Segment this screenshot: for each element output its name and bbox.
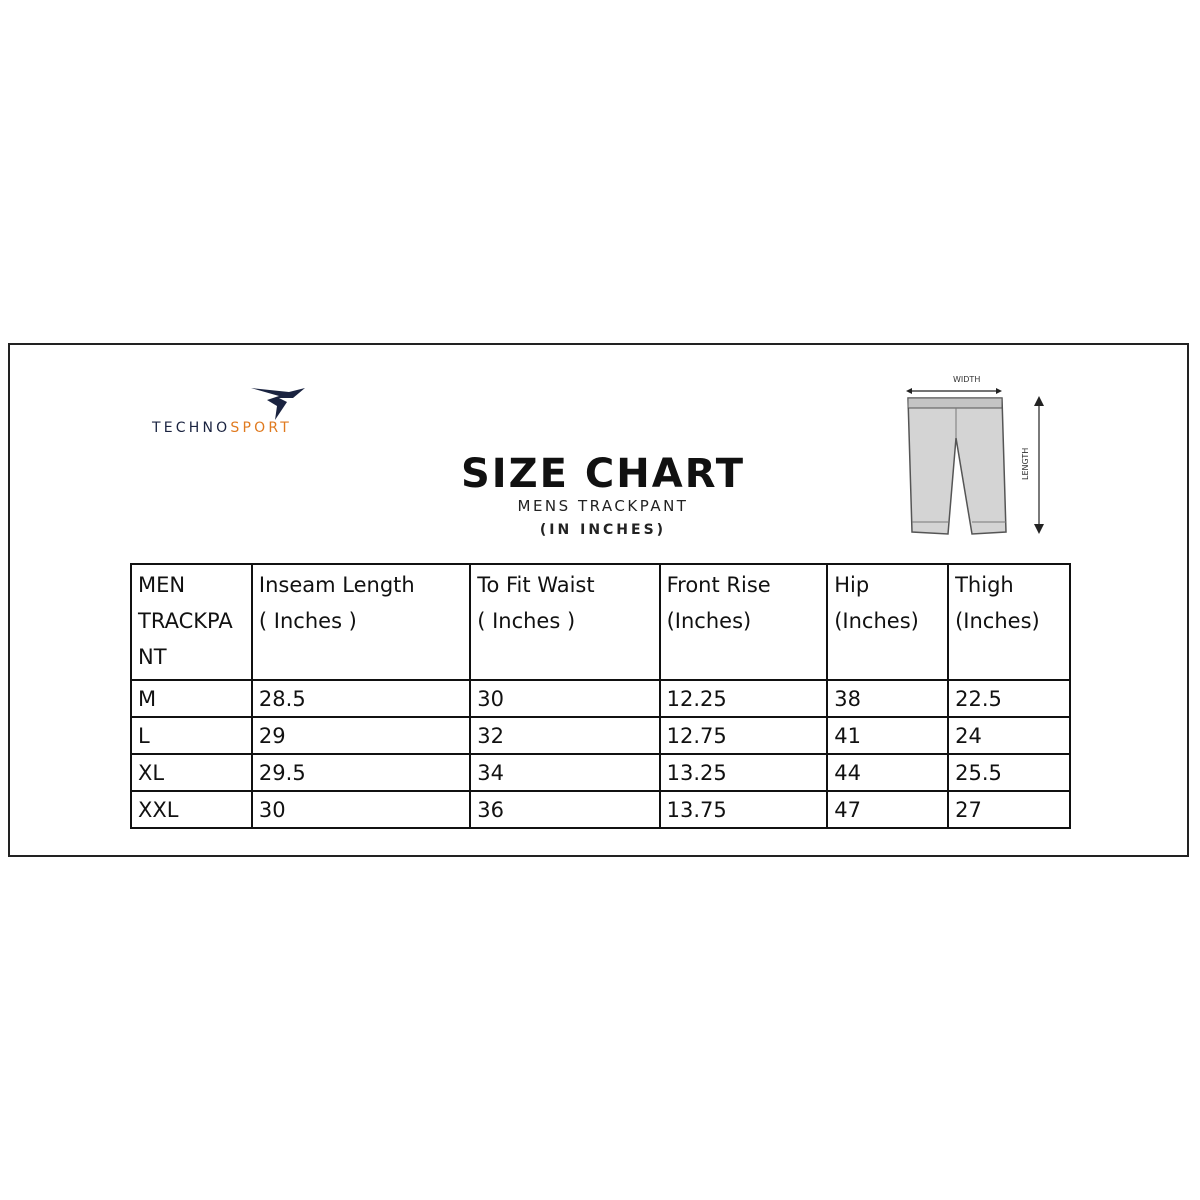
table-cell: 12.75 — [660, 717, 828, 754]
table-cell: 30 — [470, 680, 659, 717]
size-cell: XL — [131, 754, 252, 791]
trackpant-diagram — [896, 372, 1056, 540]
header-inseam-length: Inseam Length ( Inches ) — [252, 564, 470, 680]
technosport-logo — [152, 386, 404, 436]
table-cell: 22.5 — [948, 680, 1070, 717]
table-cell: 30 — [252, 791, 470, 828]
header-hip: Hip (Inches) — [827, 564, 948, 680]
size-table — [130, 563, 1071, 829]
table-cell: 34 — [470, 754, 659, 791]
table-cell: 29.5 — [252, 754, 470, 791]
table-header-row — [131, 564, 1070, 680]
table-cell: 36 — [470, 791, 659, 828]
header-front-rise: Front Rise (Inches) — [660, 564, 828, 680]
logo-text-sport: SPORT — [230, 420, 293, 436]
logo-wordmark — [152, 420, 292, 436]
header-size: MEN TRACKPA NT — [131, 564, 252, 680]
table-cell: 28.5 — [252, 680, 470, 717]
size-cell: L — [131, 717, 252, 754]
logo-bird-icon — [249, 386, 309, 422]
table-cell: 47 — [827, 791, 948, 828]
table-row — [131, 680, 1070, 717]
table-cell: 44 — [827, 754, 948, 791]
logo-text-techno: TECHNO — [152, 420, 231, 436]
header-thigh: Thigh (Inches) — [948, 564, 1070, 680]
table-cell: 38 — [827, 680, 948, 717]
size-cell: M — [131, 680, 252, 717]
width-label: WIDTH — [953, 375, 981, 384]
table-row — [131, 754, 1070, 791]
table-cell: 32 — [470, 717, 659, 754]
table-cell: 13.25 — [660, 754, 828, 791]
size-cell: XXL — [131, 791, 252, 828]
header-to-fit-waist: To Fit Waist ( Inches ) — [470, 564, 659, 680]
table-cell: 25.5 — [948, 754, 1070, 791]
table-cell: 29 — [252, 717, 470, 754]
page-subtitle: MENS TRACKPANT — [517, 497, 689, 515]
table-cell: 41 — [827, 717, 948, 754]
table-cell: 12.25 — [660, 680, 828, 717]
table-row — [131, 717, 1070, 754]
length-label: LENGTH — [1021, 447, 1030, 480]
units-label: (IN INCHES) — [539, 522, 667, 538]
table-row — [131, 791, 1070, 828]
table-cell: 13.75 — [660, 791, 828, 828]
table-cell: 27 — [948, 791, 1070, 828]
trackpant-outline-icon — [896, 372, 1056, 540]
page-title: SIZE CHART — [460, 451, 746, 497]
table-cell: 24 — [948, 717, 1070, 754]
